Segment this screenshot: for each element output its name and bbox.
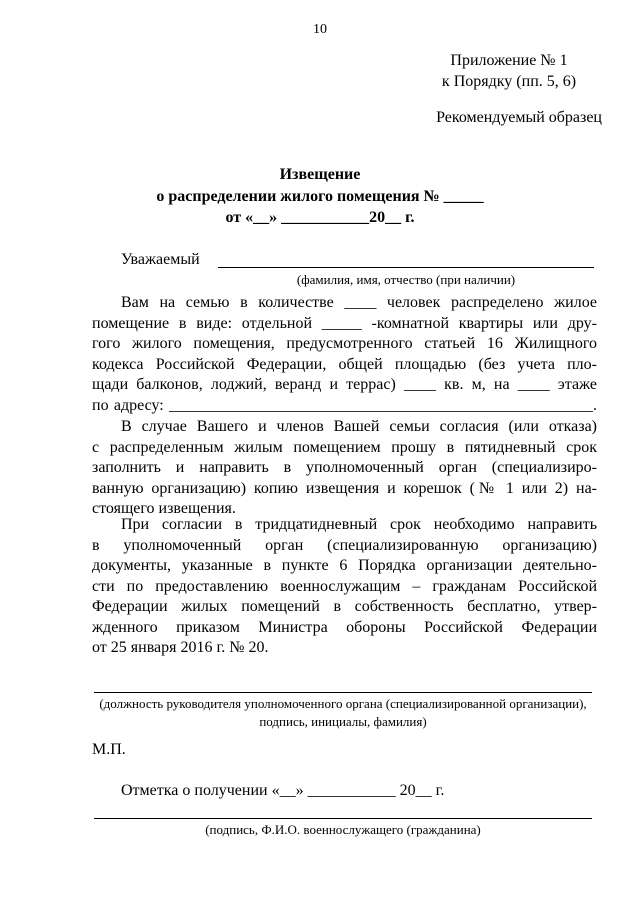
paragraph-line: стоящего извещения.	[92, 500, 236, 517]
paragraph-line: При согласии в тридцатидневный срок необходимо направить	[121, 516, 597, 533]
paragraph-line: помещение в виде: отдельной _____ -комнатной квартиры или дру-	[92, 314, 597, 332]
appendix-reference	[404, 50, 614, 92]
recipient-name-field	[218, 267, 594, 268]
document-subtitle: о распределении жилого помещения № _____	[156, 188, 484, 205]
paragraph-line: Вам на семью в количестве ____ человек распределено жилое	[121, 294, 597, 311]
recipient-signature-field	[94, 818, 592, 819]
official-signature-field	[94, 692, 592, 693]
recipient-name-caption: (фамилия, имя, отчество (при наличии)	[296, 272, 516, 287]
page-number: 10	[313, 22, 327, 37]
stamp-label: М.П.	[92, 741, 126, 758]
sample-label: Рекомендуемый образец	[436, 109, 602, 126]
greeting: Уважаемый	[121, 251, 200, 268]
paragraph-allocation	[92, 293, 597, 416]
paragraph-line: сти по предоставлению военнослужащим – гражданам Российской	[92, 577, 597, 595]
paragraph-line: В случае Вашего и членов Вашей семьи согласия (или отказа)	[121, 418, 597, 435]
paragraph-line: ванную организацию) копию извещения и корешок (№ 1 или 2) на-	[92, 479, 597, 497]
appendix-line-1: Приложение № 1	[450, 52, 568, 69]
paragraph-line: щади балконов, лоджий, веранд и террас) ____ кв. м, на ____ этаже	[92, 376, 597, 393]
paragraph-line: документы, указанные в пункте 6 Порядка организации деятельно-	[92, 557, 597, 574]
paragraph-line: Федерации жилых помещений в собственность бесплатно, утвер-	[92, 598, 597, 615]
paragraph-line: заполнить и направить в уполномоченный орган (специализиро-	[92, 459, 597, 476]
document-title: Извещение	[279, 166, 361, 183]
recipient-signature-caption: (подпись, Ф.И.О. военнослужащего (гражданина)	[205, 822, 481, 837]
official-signature-caption: (должность руководителя уполномоченного органа (специализированной организации), подпись, инициалы, фамилия)	[99, 696, 587, 729]
paragraph-line: гого жилого помещения, предусмотренного статьей 16 Жилищного	[92, 335, 597, 352]
paragraph-line: кодекса Российской Федерации, общей площадью (без учета пло-	[92, 355, 597, 373]
document-date-line: от «__» ___________20__ г.	[225, 209, 415, 226]
receipt-mark: Отметка о получении «__» ___________ 20__ г.	[121, 782, 445, 799]
paragraph-line: в уполномоченный орган (специализированную организацию)	[92, 536, 597, 554]
appendix-line-2: к Порядку (пп. 5, 6)	[441, 73, 577, 90]
paragraph-line: по адресу: _____________________________________________________.	[92, 396, 597, 414]
paragraph-consent	[92, 417, 597, 520]
paragraph-documents	[92, 515, 597, 659]
paragraph-line: с распределенным жилым помещением прошу в пятидневный срок	[92, 438, 597, 456]
paragraph-line: от 25 января 2016 г. № 20.	[92, 639, 269, 656]
paragraph-line: жденного приказом Министра обороны Российской Федерации	[92, 618, 597, 636]
